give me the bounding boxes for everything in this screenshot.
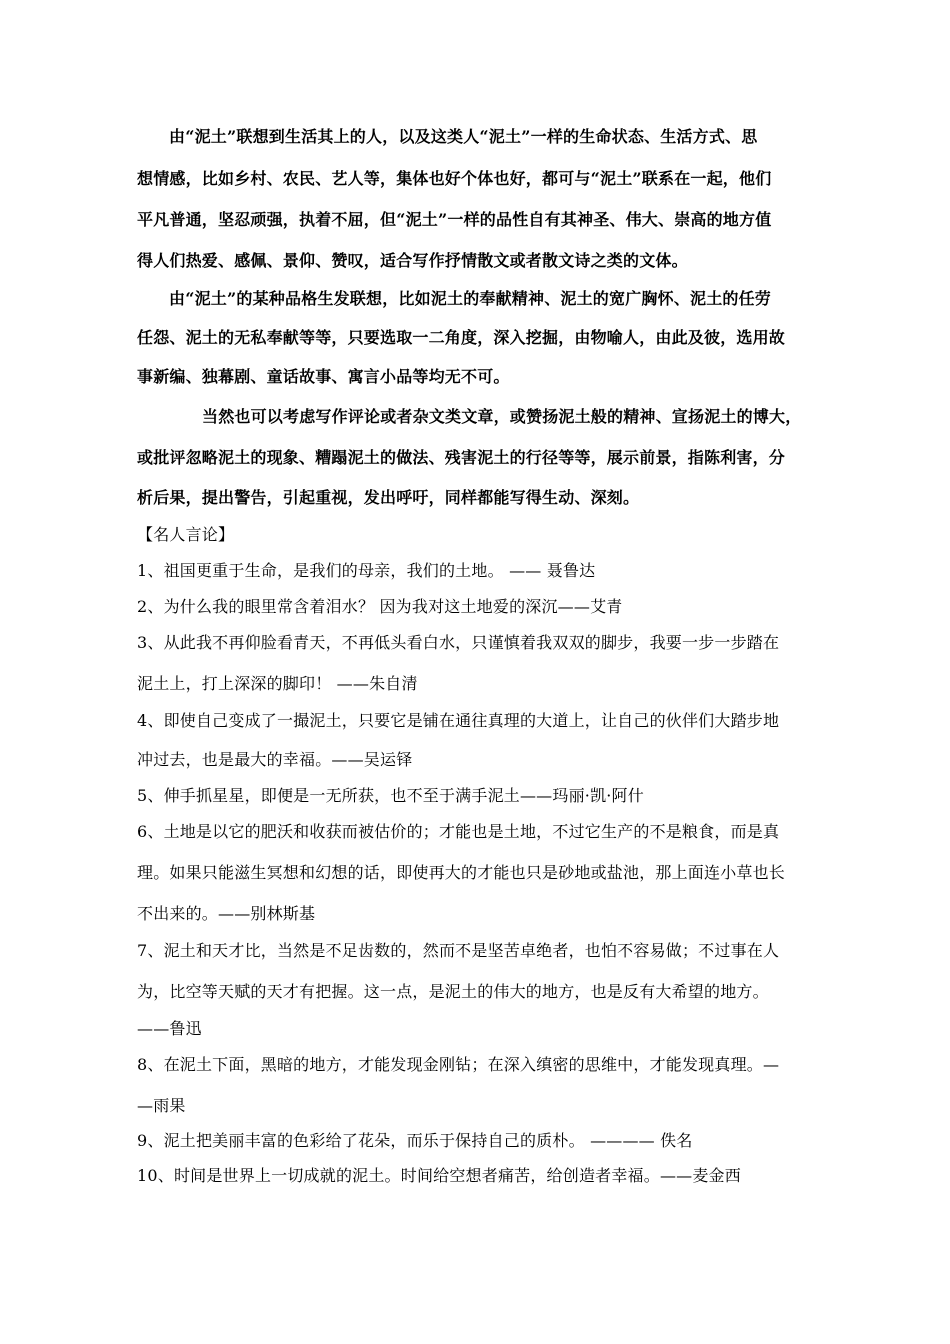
paragraph-1-line-4: 得人们热爱、感佩、景仰、赞叹，适合写作抒情散文或者散文诗之类的文体。: [137, 251, 688, 270]
quote-line: 冲过去，也是最大的幸福。——吴运铎: [137, 750, 413, 769]
paragraph-1-line-1: 由“泥土”联想到生活其上的人，以及这类人“泥土”一样的生命状态、生活方式、思: [169, 127, 758, 146]
quote-line: 不出来的。——别林斯基: [137, 904, 316, 923]
quote-line: 3、从此我不再仰脸看青天，不再低头看白水，只谨慎着我双双的脚步，我要一步一步踏在: [137, 633, 780, 652]
quote-line: 7、泥土和天才比，当然是不足齿数的，然而不是坚苦卓绝者，也怕不容易做；不过事在人: [137, 941, 780, 960]
quote-line: 8、在泥土下面，黑暗的地方，才能发现金刚钻；在深入缜密的思维中，才能发现真理。—: [137, 1055, 780, 1074]
paragraph-3-line-1: 当然也可以考虑写作评论或者杂文类文章，或赞扬泥土般的精神、宣扬泥土的博大，: [202, 407, 802, 426]
paragraph-1-line-3: 平凡普通，坚忍顽强，执着不屈，但“泥土”一样的品性自有其神圣、伟大、崇高的地方值: [137, 210, 772, 229]
quote-line: 9、泥土把美丽丰富的色彩给了花朵，而乐于保持自己的质朴。 ———— 佚名: [137, 1131, 693, 1150]
quote-line: 理。如果只能滋生冥想和幻想的话，即使再大的才能也只是砂地或盐池，那上面连小草也长: [137, 863, 786, 882]
quote-line: —雨果: [137, 1096, 186, 1115]
quote-line: 5、伸手抓星星，即便是一无所获，也不至于满手泥土——玛丽·凯·阿什: [137, 786, 644, 805]
quote-line: ——鲁迅: [137, 1019, 202, 1038]
quote-line: 为，比空等天赋的天才有把握。这一点，是泥土的伟大的地方，也是反有大希望的地方。: [137, 982, 769, 1001]
quote-line: 2、为什么我的眼里常含着泪水？ 因为我对这土地爱的深沉——艾青: [137, 597, 623, 616]
quote-line: 1、祖国更重于生命，是我们的母亲，我们的土地。 —— 聂鲁达: [137, 561, 596, 580]
quote-line: 6、土地是以它的肥沃和收获而被估价的；才能也是土地，不过它生产的不是粮食，而是真: [137, 822, 780, 841]
paragraph-2-line-1: 由“泥土”的某种品格生发联想，比如泥土的奉献精神、泥土的宽广胸怀、泥土的任劳: [169, 289, 772, 308]
paragraph-2-line-2: 任怨、泥土的无私奉献等等，只要选取一二角度，深入挖掘，由物喻人，由此及彼，选用故: [137, 328, 786, 347]
quotes-heading: 【名人言论】: [137, 525, 235, 544]
quote-line: 4、即使自己变成了一撮泥土，只要它是铺在通往真理的大道上，让自己的伙伴们大踏步地: [137, 711, 780, 730]
paragraph-1-line-2: 想情感，比如乡村、农民、艺人等，集体也好个体也好，都可与“泥土”联系在一起，他们: [137, 169, 772, 188]
quote-line: 10、时间是世界上一切成就的泥土。时间给空想者痛苦，给创造者幸福。——麦金西: [137, 1166, 741, 1185]
paragraph-3-line-2: 或批评忽略泥土的现象、糟蹋泥土的做法、残害泥土的行径等等，展示前景，指陈利害，分: [137, 448, 786, 467]
quote-line: 泥土上，打上深深的脚印！ ——朱自清: [137, 674, 418, 693]
paragraph-2-line-3: 事新编、独幕剧、童话故事、寓言小品等均无不可。: [137, 367, 510, 386]
paragraph-3-line-3: 析后果，提出警告，引起重视，发出呼吁，同样都能写得生动、深刻。: [137, 488, 640, 507]
